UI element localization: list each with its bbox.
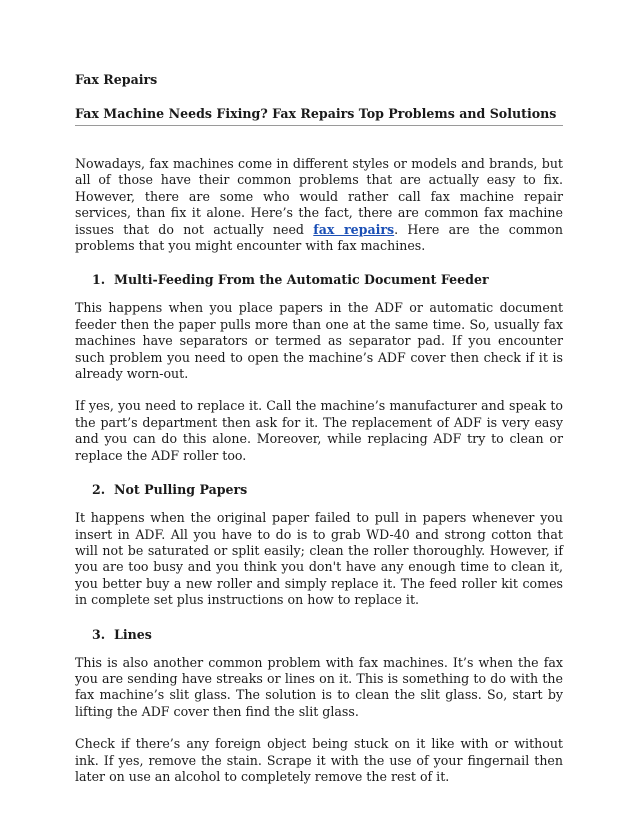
section-heading-text: Not Pulling Papers xyxy=(114,482,248,498)
section-heading-3 xyxy=(92,626,563,643)
section-number: 2. xyxy=(92,482,106,498)
section-2-paragraph-1: It happens when the original paper failed to pull in papers whenever you insert in ADF. All you have to do is to grab WD-40 and strong cotton that will not be saturated or split easily; clean the roller thoroughly. However, if you are too busy and you think you don't have any enough time to clean it, you better buy a new roller and simply replace it. The feed roller kit comes in complete set plus instructions on how to replace it. xyxy=(75,510,563,608)
section-number: 3. xyxy=(92,626,106,642)
section-3-paragraph-1: This is also another common problem with fax machines. It’s when the fax you are sending have streaks or lines on it. This is something to do with the fax machine’s slit glass. The solution is to clean the slit glass. So, start by lifting the ADF cover then find the slit glass. xyxy=(75,654,563,719)
section-heading-2 xyxy=(92,481,563,498)
document-subtitle: Fax Machine Needs Fixing? Fax Repairs Top Problems and Solutions xyxy=(75,105,563,126)
section-1-paragraph-2: If yes, you need to replace it. Call the machine’s manufacturer and speak to the part’s department then ask for it. The replacement of ADF is very easy and you can do this alone. Moreover, while replacing ADF try to clean or replace the ADF roller too. xyxy=(75,398,563,463)
document-page xyxy=(75,71,563,785)
section-3-paragraph-2: Check if there’s any foreign object being stuck on it like with or without ink. If yes, remove the stain. Scrape it with the use of your fingernail then later on use an alcohol to completely remove the rest of it. xyxy=(75,736,563,784)
section-heading-text: Multi-Feeding From the Automatic Document Feeder xyxy=(114,272,489,288)
intro-text-after-link: . Here are the common problems that you might encounter with fax machines. xyxy=(75,221,563,254)
section-number: 1. xyxy=(92,272,106,288)
section-heading-1 xyxy=(92,271,563,288)
fax-repairs-link[interactable]: fax repairs xyxy=(313,221,395,237)
intro-paragraph xyxy=(75,156,563,254)
section-heading-text: Lines xyxy=(114,626,152,642)
intro-text-before-link: Nowadays, fax machines come in different styles or models and brands, but all of those have their common problems that are actually easy to fix. However, there are some who would rather call fax machine repair services, than fix it alone. Here’s the fact, there are common fax machine issues that do not actually need xyxy=(75,156,563,237)
section-1-paragraph-1: This happens when you place papers in the ADF or automatic document feeder then the paper pulls more than one at the same time. So, usually fax machines have separators or termed as separator pad. If you encounter such problem you need to open the machine’s ADF cover then check if it is already worn-out. xyxy=(75,300,563,382)
document-title: Fax Repairs xyxy=(75,72,158,87)
